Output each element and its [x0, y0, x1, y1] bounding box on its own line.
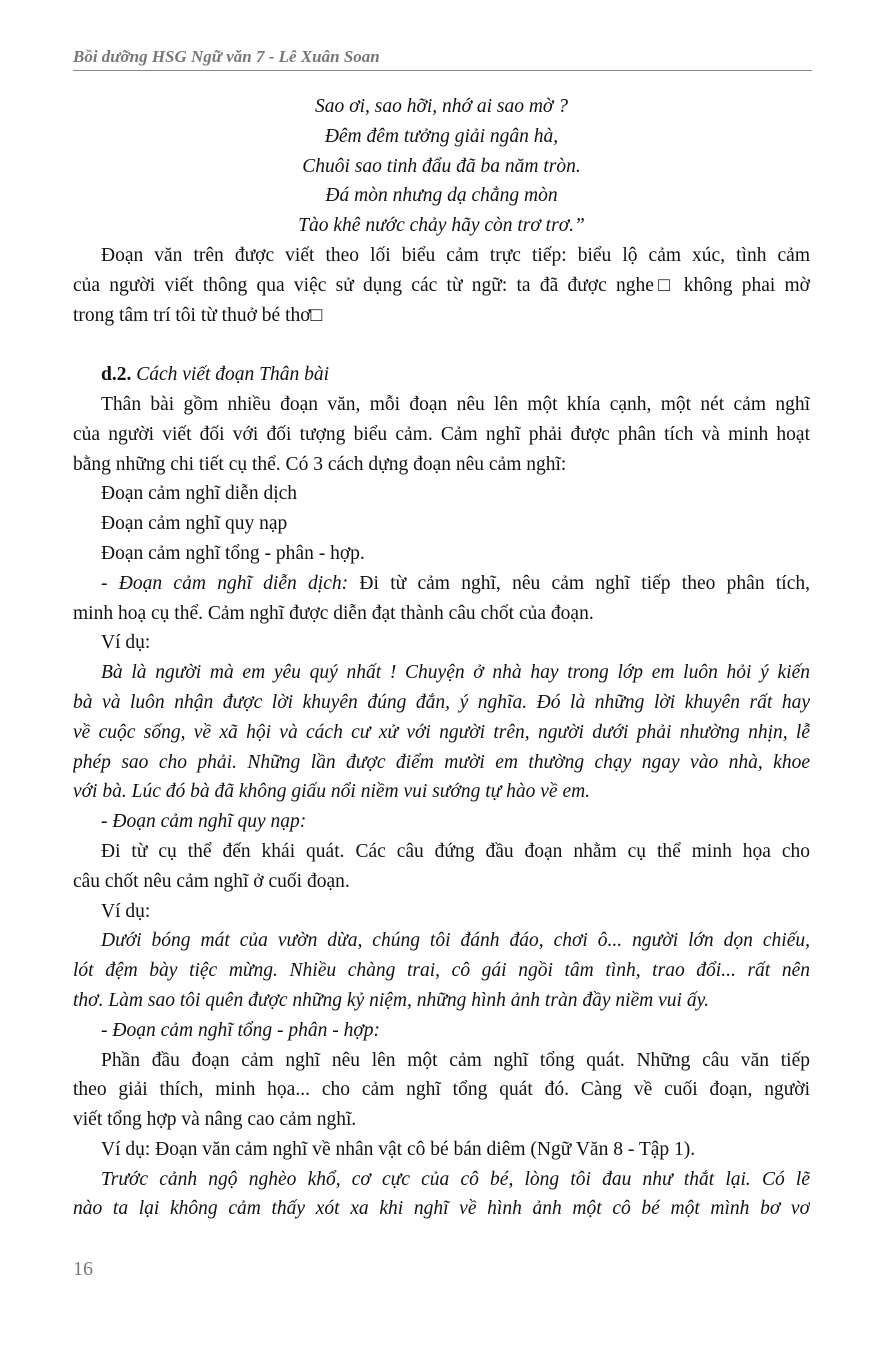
text-line: [73, 837, 810, 867]
text-line: [73, 688, 810, 718]
text: Đêm đêm tưởng giải ngân hà,: [324, 125, 559, 147]
poem-line: [73, 92, 810, 122]
text: Đoạn cảm nghĩ tổng - phân - hợp.: [101, 542, 365, 564]
section-number: d.2.: [101, 364, 137, 386]
text-line: [73, 986, 810, 1016]
text-line: [73, 628, 810, 658]
text-line: [73, 748, 810, 778]
italic-text: Dưới bóng mát của vườn dừa, chúng tôi đánh đáo, chơi ô... người lớn dọn chiếu,: [101, 930, 810, 952]
italic-text: Cách viết đoạn Thân bài: [136, 364, 330, 386]
text: Đoạn văn trên được viết theo lối biểu cảm trực tiếp: biểu lộ cảm xúc, tình cảm: [101, 244, 810, 266]
text: Đi từ cụ thể đến khái quát. Các câu đứng đầu đoạn nhằm cụ thể minh họa cho: [101, 840, 810, 862]
italic-text: bà và luôn nhận được lời khuyên đúng đắn, ý nghĩa. Đó là những lời khuyên rất hay: [73, 691, 810, 713]
text-line: [73, 777, 810, 807]
text-line: [73, 1135, 810, 1165]
text-line: [73, 867, 810, 897]
poem-line: [73, 152, 810, 182]
text-line: [73, 807, 810, 837]
text-line: [73, 658, 810, 688]
text-line: [73, 1165, 810, 1195]
italic-text: Trước cảnh ngộ nghèo khổ, cơ cực của cô bé, lòng tôi đau như thắt lại. Có lẽ: [101, 1168, 810, 1190]
italic-text: lót đệm bày tiệc mừng. Nhiều chàng trai, cô gái ngồi tâm tình, trao đổi... rất nên: [73, 960, 810, 982]
text-line: [73, 420, 810, 450]
text: minh hoạ cụ thể. Cảm nghĩ được diễn đạt thành câu chốt của đoạn.: [73, 602, 594, 624]
text: Đoạn cảm nghĩ diễn dịch: [101, 483, 298, 505]
text: Đoạn cảm nghĩ quy nạp: [101, 513, 288, 535]
text-line: [73, 1016, 810, 1046]
text: Ví dụ:: [101, 632, 151, 654]
text-line: [73, 718, 810, 748]
text: trong tâm trí tôi từ thuở bé thơ□: [73, 304, 323, 326]
text-line: [73, 569, 810, 599]
text: Tào khê nước chảy hãy còn trơ trơ.”: [298, 215, 585, 237]
italic-text: - Đoạn cảm nghĩ tổng - phân - hợp:: [101, 1019, 381, 1041]
text: Ví dụ: Đoạn văn cảm nghĩ về nhân vật cô bé bán diêm (Ngữ Văn 8 - Tập 1).: [101, 1138, 696, 1160]
text: của người viết thông qua việc sử dụng các từ ngữ: ta đã được nghe□ không phai mờ: [73, 274, 810, 296]
italic-text: Bà là người mà em yêu quý nhất ! Chuyện ở nhà hay trong lớp em luôn hỏi ý kiến: [101, 662, 810, 684]
italic-text: nào ta lại không cảm thấy xót xa khi nghĩ về hình ảnh một cô bé một mình bơ vơ: [73, 1198, 810, 1220]
text-line: [73, 1105, 810, 1135]
text-line: [73, 301, 810, 331]
italic-text: với bà. Lúc đó bà đã không giấu nổi niềm vui sướng tự hào về em.: [73, 781, 591, 803]
text: Đi từ cảm nghĩ, nêu cảm nghĩ tiếp theo phân tích,: [348, 572, 810, 594]
italic-text: - Đoạn cảm nghĩ diễn dịch:: [101, 572, 349, 594]
poem-line: [73, 122, 810, 152]
text: theo giải thích, minh họa... cho cảm nghĩ tổng quát đó. Càng về cuối đoạn, người: [73, 1079, 810, 1101]
poem-line: [73, 211, 810, 241]
running-header: Bồi dưỡng HSG Ngữ văn 7 - Lê Xuân Soan: [73, 47, 380, 66]
text-line: [73, 897, 810, 927]
text-line: [73, 271, 810, 301]
text: của người viết đối với đối tượng biểu cảm. Cảm nghĩ phải được phân tích và minh hoạt: [73, 423, 810, 445]
text: câu chốt nêu cảm nghĩ ở cuối đoạn.: [73, 870, 350, 892]
text-line: [73, 479, 810, 509]
text-line: [73, 241, 810, 271]
italic-text: thơ. Làm sao tôi quên được những kỷ niệm, những hình ảnh tràn đầy niềm vui ấy.: [73, 989, 710, 1011]
text-line: [73, 599, 810, 629]
text-line: [73, 956, 810, 986]
text: viết tổng hợp và nâng cao cảm nghĩ.: [73, 1109, 357, 1131]
text: Ví dụ:: [101, 900, 151, 922]
text-line: [73, 1194, 810, 1224]
page-body: [73, 92, 810, 1224]
text: bằng những chi tiết cụ thể. Có 3 cách dựng đoạn nêu cảm nghĩ:: [73, 453, 567, 475]
text-line: [73, 1046, 810, 1076]
text: Phần đầu đoạn cảm nghĩ nêu lên một cảm nghĩ tổng quát. Những câu văn tiếp: [101, 1049, 810, 1071]
text: Chuôi sao tinh đẩu đã ba năm tròn.: [302, 155, 581, 177]
text-line: [73, 539, 810, 569]
italic-text: phép sao cho phải. Những lần được điểm mười em thường chạy ngay vào nhà, khoe: [73, 751, 810, 773]
page-number: 16: [73, 1258, 93, 1280]
italic-text: về cuộc sống, về xã hội và cách cư xử với người trên, người dưới phải nhường nhịn, lễ: [73, 721, 810, 743]
text-line: [73, 330, 810, 360]
text: Đá mòn nhưng dạ chẳng mòn: [325, 185, 558, 207]
text-line: [73, 926, 810, 956]
text: Sao ơi, sao hỡi, nhớ ai sao mờ ?: [315, 96, 568, 117]
italic-text: - Đoạn cảm nghĩ quy nạp:: [101, 811, 307, 833]
text-line: [73, 1075, 810, 1105]
text: Thân bài gồm nhiều đoạn văn, mỗi đoạn nêu lên một khía cạnh, một nét cảm nghĩ: [101, 393, 810, 415]
poem-line: [73, 181, 810, 211]
text-line: [73, 450, 810, 480]
text-line: [73, 509, 810, 539]
header-divider: [73, 70, 812, 71]
text-line: [73, 390, 810, 420]
text-line: [73, 360, 810, 390]
